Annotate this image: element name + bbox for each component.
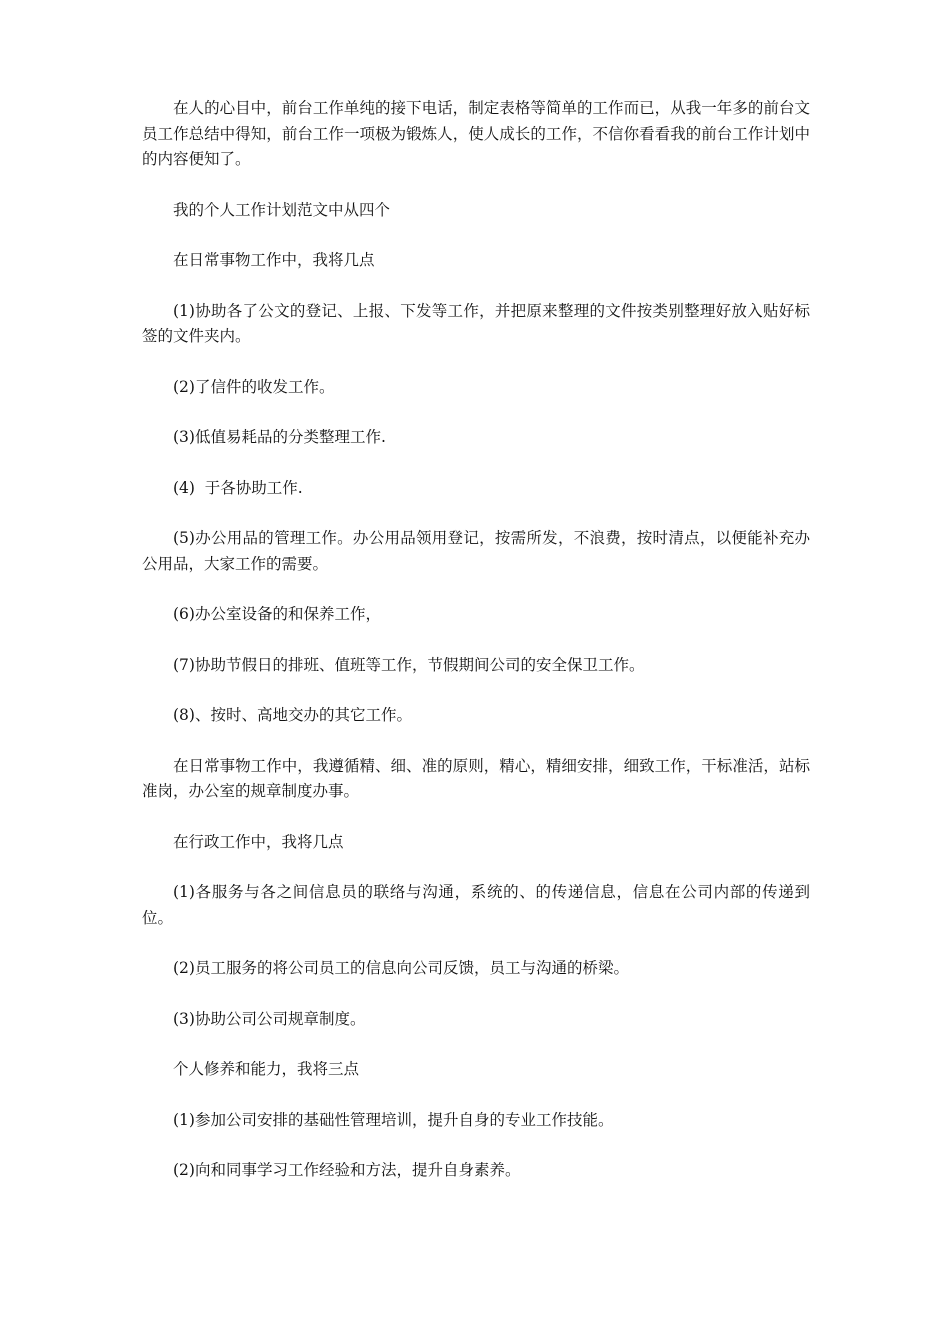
list-item-daily-8: (8)、按时、高地交办的其它工作。 [173,706,412,724]
section-heading-self-improvement: 个人修养和能力，我将三点 [173,1060,360,1078]
section-heading-admin-work: 在行政工作中，我将几点 [173,832,344,851]
list-item-self-1: (1)参加公司安排的基础性管理培训，提升自身的专业工作技能。 [173,1110,614,1129]
list-item-daily-4: (4) 于各协助工作. [173,478,303,497]
list-item-admin-3: (3)协助公司公司规章制度。 [173,1009,366,1028]
paragraph-intro: 在人的心目中，前台工作单纯的接下电话，制定表格等简单的工作而已，从我一年多的前台文员工作总结中得知，前台工作一项极为锻炼人，使人成长的工作，不信你看看我的前台工作计划中的内容便知了。 [142,99,810,168]
list-item-daily-5: (5)办公用品的管理工作。办公用品领用登记，按需所发，不浪费，按时清点，以便能补充办公用品，大家工作的需要。 [142,529,810,573]
list-item-self-2: (2)向和同事学习工作经验和方法，提升自身素养。 [173,1161,521,1179]
list-item-daily-6: (6)办公室设备的和保养工作， [173,605,381,623]
list-item-admin-1: (1)各服务与各之间信息员的联络与沟通，系统的、的传递信息，信息在公司内部的传递到位。 [142,883,810,927]
list-item-daily-3: (3)低值易耗品的分类整理工作. [173,428,386,446]
paragraph-daily-principles: 在日常事物工作中，我遵循精、细、准的原则，精心，精细安排，细致工作，干标准活，站标准岗，办公室的规章制度办事。 [142,756,810,800]
list-item-admin-2: (2)员工服务的将公司员工的信息向公司反馈，员工与沟通的桥梁。 [173,959,629,977]
list-item-daily-2: (2)了信件的收发工作。 [173,377,335,396]
section-heading-daily-work: 在日常事物工作中，我将几点 [173,251,375,269]
list-item-daily-7: (7)协助节假日的排班、值班等工作，节假期间公司的安全保卫工作。 [173,655,645,674]
paragraph-plan-heading: 我的个人工作计划范文中从四个 [173,200,391,219]
list-item-daily-1: (1)协助各了公文的登记、上报、下发等工作，并把原来整理的文件按类别整理好放入贴好标签的文件夹内。 [142,301,810,345]
document-body [142,96,810,1184]
